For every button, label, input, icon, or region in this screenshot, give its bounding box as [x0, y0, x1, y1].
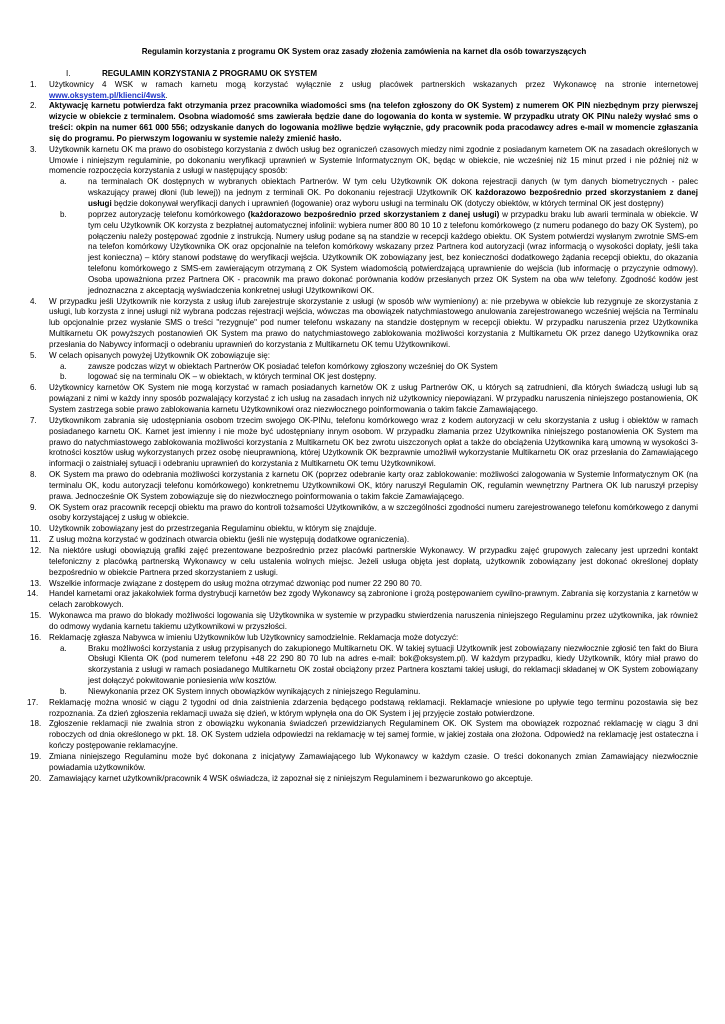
clause-18 — [30, 719, 698, 752]
clause-text: Użytkownik karnetu OK ma prawo do osobistego korzystania z dwóch usług bez ograniczeń czasowych miedzy nimi zgodnie z posiadanym karnetem OK na zasadach określonych w Umowie i niniejszym regulaminie, po dokonaniu weryfikacji uprawnień w Systemie Informatycznym OK, będąc w obiekcie, nie wcześniej niż 15 minut przed i nie później niż w momencie rozpoczęcia korzystania z usługi w następujący sposób: — [49, 144, 698, 176]
clause-5b — [30, 372, 698, 383]
clause-number: 8. — [30, 470, 37, 480]
clause-text: Aktywację karnetu potwierdza fakt otrzymania przez pracownika wiadomości sms (na telefon zgłoszony do OK System) z numerem OK PIN niezbędnym przy pierwszej wizycie w obiekcie z terminalem. Osobna wiadomość sms zawierała będzie dane do logowania do konta w systemie. W przypadku utraty OK PINu należy wysłać sms o treści: okpin na numer 661 000 556; odzyskanie danych do logowania możliwe będzie wyłącznie, gdy pracownik poda pracodawcy adres e-mail w momencie zgłaszania się do programu. Po pierwszym logowaniu w systemie należy zmienić hasło. — [49, 101, 698, 143]
clause-letter: b. — [60, 686, 67, 696]
clause-10 — [30, 524, 698, 535]
clause-text: Z usług można korzystać w godzinach otwarcia obiektu (jeśli nie występują dodatkowe ograniczenia). — [49, 535, 410, 545]
clause-number: 5. — [30, 350, 37, 360]
section-heading — [66, 69, 698, 80]
clause-emphasis: (każdorazowo bezpośrednio przed skorzystaniem z danej usługi) — [247, 209, 500, 219]
clause-number: 15. — [30, 611, 42, 621]
clause-letter: b. — [60, 372, 67, 382]
clause-letter: a. — [60, 361, 67, 371]
clause-9 — [30, 503, 698, 525]
clause-number: 11. — [30, 535, 41, 545]
clause-text: . — [165, 90, 168, 100]
clause-text: Zmiana niniejszego Regulaminu może być dokonana z inicjatywy Zamawiającego lub Wykonawcy w każdym czasie. O treści dokonanych zmian Zamawiający niezwłocznie powiadamia użytkowników. — [49, 752, 698, 772]
clause-text: poprzez autoryzację telefonu komórkowego — [88, 209, 246, 219]
clause-number: 19. — [30, 752, 42, 761]
clause-text: Na niektóre usługi obowiązują grafiki zajęć prezentowane bezpośrednio przez placówki partnerskie Wykonawcy. W przypadku zajęć grupowych zalecany jest uprzedni kontakt telefoniczny z placówką partnerską Wykonawcy w celu ustalenia wolnych miejsc. Jeżeli usługa objęta jest dopłatą, użytkownik zobowiązany jest dokonać określonej dopłaty bezpośrednio w obiekcie Partnera przed skorzystaniem z usługi. — [49, 545, 698, 577]
clause-4 — [30, 297, 698, 351]
clause-text: będzie dokonywał weryfikacji danych i uprawnień (logowanie) oraz wyboru usługi na terminalu OK (dotyczy obiektów, w których terminal OK jest dostępny) — [113, 198, 664, 208]
clause-19 — [30, 752, 698, 774]
clause-text: Użytkownicy 4 WSK w ramach karnetu mogą korzystać wyłącznie z usług placówek partnerskich wskazanych przez Wykonawcę na stronie internetowej — [49, 79, 698, 89]
clause-5a — [30, 362, 698, 373]
partners-list-link[interactable]: www.oksystem.pl/klienci/4wsk — [49, 90, 166, 100]
clause-12 — [30, 546, 698, 579]
clause-number: 7. — [30, 415, 37, 425]
clause-emphasis: każdorazowo bezpośrednio przed skorzystaniem z danej usługi — [88, 188, 698, 208]
clause-6 — [30, 383, 698, 416]
regulations-document — [27, 47, 698, 785]
clause-16b — [30, 687, 698, 698]
clause-text: Wszelkie informacje związane z dostępem do usług można otrzymać dzwoniąc pod numer 22 290 80 70. — [49, 578, 423, 588]
clause-text: Zgłoszenie reklamacji nie zwalnia stron z obowiązku wykonania świadczeń przewidzianych Regulaminem OK. OK System ma obowiązek rozpoznać reklamację w ciągu 3 dni roboczych od dnia określonego w pkt. 18. OK System udziela odpowiedzi na reklamację w tej samej formie, w jakiej została ona złożona. Odpowiedź na reklamację jest ostateczna i kończy postępowanie reklamacyjne. — [49, 719, 698, 751]
clause-text: Zamawiający karnet użytkownik/pracownik 4 WSK oświadcza, iż zapoznał się z niniejszym Regulaminem i bezwarunkowo go akceptuje. — [49, 773, 533, 783]
clause-text: W celach opisanych powyżej Użytkownik OK zobowiązuje się: — [49, 350, 270, 360]
clause-16a — [30, 644, 698, 687]
clause-number: 12. — [30, 545, 42, 555]
section-heading-text: REGULAMIN KORZYSTANIA Z PROGRAMU OK SYSTEM — [102, 68, 318, 78]
clause-number: 1. — [30, 79, 37, 89]
clause-text: OK System ma prawo do odebrania możliwości korzystania z karnetu OK (poprzez odebranie karty oraz zablokowanie: możliwości zalogowania w Systemie Informatycznym OK (na terminalu OK, kodu autoryzacji telefonu komórkowego) konkretnemu Użytkownikowi OK, który naruszył Regulamin OK, regulamin wewnętrzny Partnera OK lub naruszył przepisy prawa. Jednocześnie OK System zobowiązuje się do niezwłocznego poinformowania o takim fakcie Zamawiającego. — [49, 470, 698, 501]
clause-number: 16. — [30, 632, 42, 642]
clause-text: Reklamację można wnosić w ciągu 2 tygodni od dnia zaistnienia zdarzenia będącego podstawą reklamacji. Reklamacje wniesione po upływie tego terminu pozostawia się bez rozpoznania. Za dzień zgłoszenia reklamacji uważa się dzień, w którym wpłynęła ona do OK System i jej przyjęcie zostało potwierdzone. — [49, 697, 698, 718]
clause-number: 18. — [30, 719, 42, 729]
clause-text: logować się na terminalu OK – w obiektach, w których terminal OK jest dostępny. — [88, 372, 377, 382]
clause-text: w przypadku braku lub awarii terminala w obiekcie. W tym celu Użytkownik OK korzysta z bezpłatnej automatycznej infolinii: wybiera numer 800 80 10 10 z telefonu komórkowego (z numeru podanego do bazy OK System), po połączeniu należy postępować zgodnie z instrukcją. Numery usług podane są na standzie w recepcji każdego obiektu. OK System potwierdzi wysłanym zwrotnie SMS-em na telefon komórkowy Użytkownika OK oraz opcjonalnie na telefon komórkowy wskazany przez Partnera kod autoryzacji (wraz informacją o wysokości dopłaty, jeśli taka jest konieczna) – który stanowi podstawę do weryfikacji wejścia. Użytkownik OK zobowiązany jest, bez konieczności dodatkowego żądania recepcji obiektu, do okazania telefonu komórkowego z SMS-em zawierającym otrzymaną z OK System wiadomością potwierdzającą uprawnienie do wejścia (lub informację o przyczynie odmowy). Osoba upoważniona przez Partnera OK - pracownik ma prawo dokonać porównania kodów przesłanych przez OK System na oba w/w telefony. Zgodność kodów jest jednoznaczna z akceptacją wyświadczenia konkretnej usługi Użytkownikowi OK. — [88, 209, 698, 295]
clause-text: Użytkownicy karnetów OK System nie mogą korzystać w ramach posiadanych karnetów OK z usług Partnerów OK, u których są zatrudnieni, dla których świadczą usługi lub są powiązani z nimi w każdy inny sposób pozwalający korzystać z ich usług na zasadach innych niż użytkownicy niepowiązani. W przypadku naruszenia niniejszego postanowienia, OK System zastrzega sobie prawo zablokowania karnetu Użytkownikowi oraz niezwłocznego poinformowania o takim fakcie Zamawiającego. — [49, 383, 698, 414]
clause-2 — [30, 101, 698, 144]
clause-number: 10. — [30, 524, 42, 534]
clause-11 — [30, 535, 698, 546]
clause-text: Braku możliwości korzystania z usług przypisanych do zakupionego Multikarnetu OK. W takiej sytuacji Użytkownik jest zobowiązany niezwłocznie zgłosić ten fakt do Biura Obsługi Klienta OK (pod numerem telefonu +48 22 290 80 70 lub na adres e-mail: bok@oksystem.pl). W każdym przypadku, kiedy Użytkownik, który miał prawo do skorzystania z usługi w ramach posiadanego Multikarnetu OK został obciążony przez Partnera kosztami takiej usługi, do reklamacji składanej w OK System zobowiązany jest dołączyć pokwitowanie poniesienia w/w kosztów. — [88, 643, 698, 686]
clause-14 — [27, 589, 698, 611]
clause-text: W przypadku jeśli Użytkownik nie korzysta z usług i/lub zarejestruje skorzystanie z usługi (w sposób w/w wymieniony) a: nie przebywa w obiekcie lub rezygnuje ze skorzystania z usługi, lub korzysta z innej usługi niż wybrana podczas rejestracji wejścia, wówczas ma obowiązek natychmiastowego anulowania zarejestrowanego wcześniej wejścia na Terminalu lub opcjonalnie przez wysłanie SMS o treści "rezygnuje" pod numer telefonu wskazany na standzie dostępnym w recepcji obiektu. W przypadku naruszenia przez Użytkownika Multikarnetu OK powyższych postanowień OK System ma prawo do natychmiastowego zablokowania możliwości korzystania z Multikarnetu OK przez danego Użytkownika oraz przesłania do Nabywcy informacji o odebraniu uprawnień do korzystania z Multikarnetu OK temu Użytkownikowi. — [49, 296, 698, 349]
clause-text: Użytkownikom zabrania się udostępniania osobom trzecim swojego OK-PINu, telefonu komórkowego wraz z kodem autoryzacji w celu skorzystania z usług i obiektów w ramach posiadanego karnetu OK. Karnet jest imienny i nie może być udostępniany innym osobom. W przypadku złamania przez Użytkownika niniejszego postanowienia OK System ma prawo do natychmiastowego zablokowania możliwości korzystania z Multikarnetu OK bez zwrotu uiszczonych opłat a także do obciążenia Użytkownika karą umowną w wysokości 3-krotności kosztów usług wykorzystanych przez osobę nieuprawnioną, której Użytkownik OK bezprawnie umożliwił wykorzystanie Multikarnetu OK oraz przesłania do Zamawiającego informacji o zaistniałej sytuacji i odebraniu uprawnień do korzystania z Multikarnetu OK temu Użytkownikowi. — [49, 415, 698, 469]
clause-number: 3. — [30, 144, 37, 154]
clause-7 — [30, 416, 698, 470]
clause-text: zawsze podczas wizyt w obiektach Partnerów OK posiadać telefon komórkowy zgłoszony wcześniej do OK System — [88, 361, 498, 371]
clause-13 — [30, 579, 698, 590]
clause-1 — [30, 80, 698, 102]
clause-letter: b. — [60, 209, 67, 219]
clause-text: OK System oraz pracownik recepcji obiektu ma prawo do kontroli tożsamości Użytkowników, a w szczególności zgodności numeru zarejestrowanego telefonu komórkowego z danymi osoby korzystającej z usług w obiekcie. — [49, 502, 698, 523]
clause-number: 20. — [30, 773, 42, 783]
section-numeral: I. — [66, 68, 71, 78]
clause-3 — [30, 145, 698, 178]
clause-number: 6. — [30, 383, 37, 393]
clause-text: na terminalach OK dostępnych w wybranych obiektach Partnerów. W tym celu Użytkownik OK dokona rejestracji danych (w tym danych biometrycznych - palec wskazujący prawej dłoni (lub lewej)) na jednym z terminali OK. Po dokonaniu rejestracji Użytkownik OK — [88, 177, 698, 198]
clause-number: 2. — [30, 101, 37, 111]
clause-number: 9. — [30, 502, 37, 512]
clause-number: 13. — [30, 578, 42, 588]
clause-number: 14. — [27, 589, 39, 599]
clause-20 — [30, 774, 698, 785]
clause-text: Wykonawca ma prawo do blokady możliwości logowania się Użytkownika w systemie w przypadku stwierdzenia naruszenia niniejszego Regulaminu przez użytkownika, jak również do odmowy wydania karnetu takiemu użytkownikowi w przyszłości. — [49, 611, 698, 631]
clause-number: 4. — [30, 296, 37, 306]
clause-letter: a. — [60, 177, 67, 187]
document-title: Regulamin korzystania z programu OK System oraz zasady złożenia zamówienia na karnet dla osób towarzyszących — [141, 47, 587, 56]
clause-text: Handel karnetami oraz jakakolwiek forma dystrybucji karnetów bez zgody Wykonawcy są zabronione i grożą postępowaniem cywilno-prawnym. Zabrania się korzystania z karnetów w celach zarobkowych. — [49, 589, 698, 610]
clause-number: 17. — [27, 697, 39, 707]
clause-3a — [30, 177, 698, 210]
clause-text: Użytkownik zobowiązany jest do przestrzegania Regulaminu obiektu, w którym się znajduje. — [49, 524, 377, 534]
clause-17 — [27, 697, 698, 720]
clause-15 — [30, 611, 698, 633]
clause-5 — [30, 351, 698, 362]
clause-3b — [30, 210, 698, 297]
clause-8 — [30, 470, 698, 503]
clause-text: Niewykonania przez OK System innych obowiązków wynikających z niniejszego Regulaminu. — [88, 686, 421, 696]
clause-text: Reklamację zgłasza Nabywca w imieniu Użytkowników lub Użytkownicy samodzielnie. Reklamacja może dotyczyć: — [49, 632, 459, 642]
clause-16 — [30, 633, 698, 644]
clause-letter: a. — [60, 643, 67, 653]
